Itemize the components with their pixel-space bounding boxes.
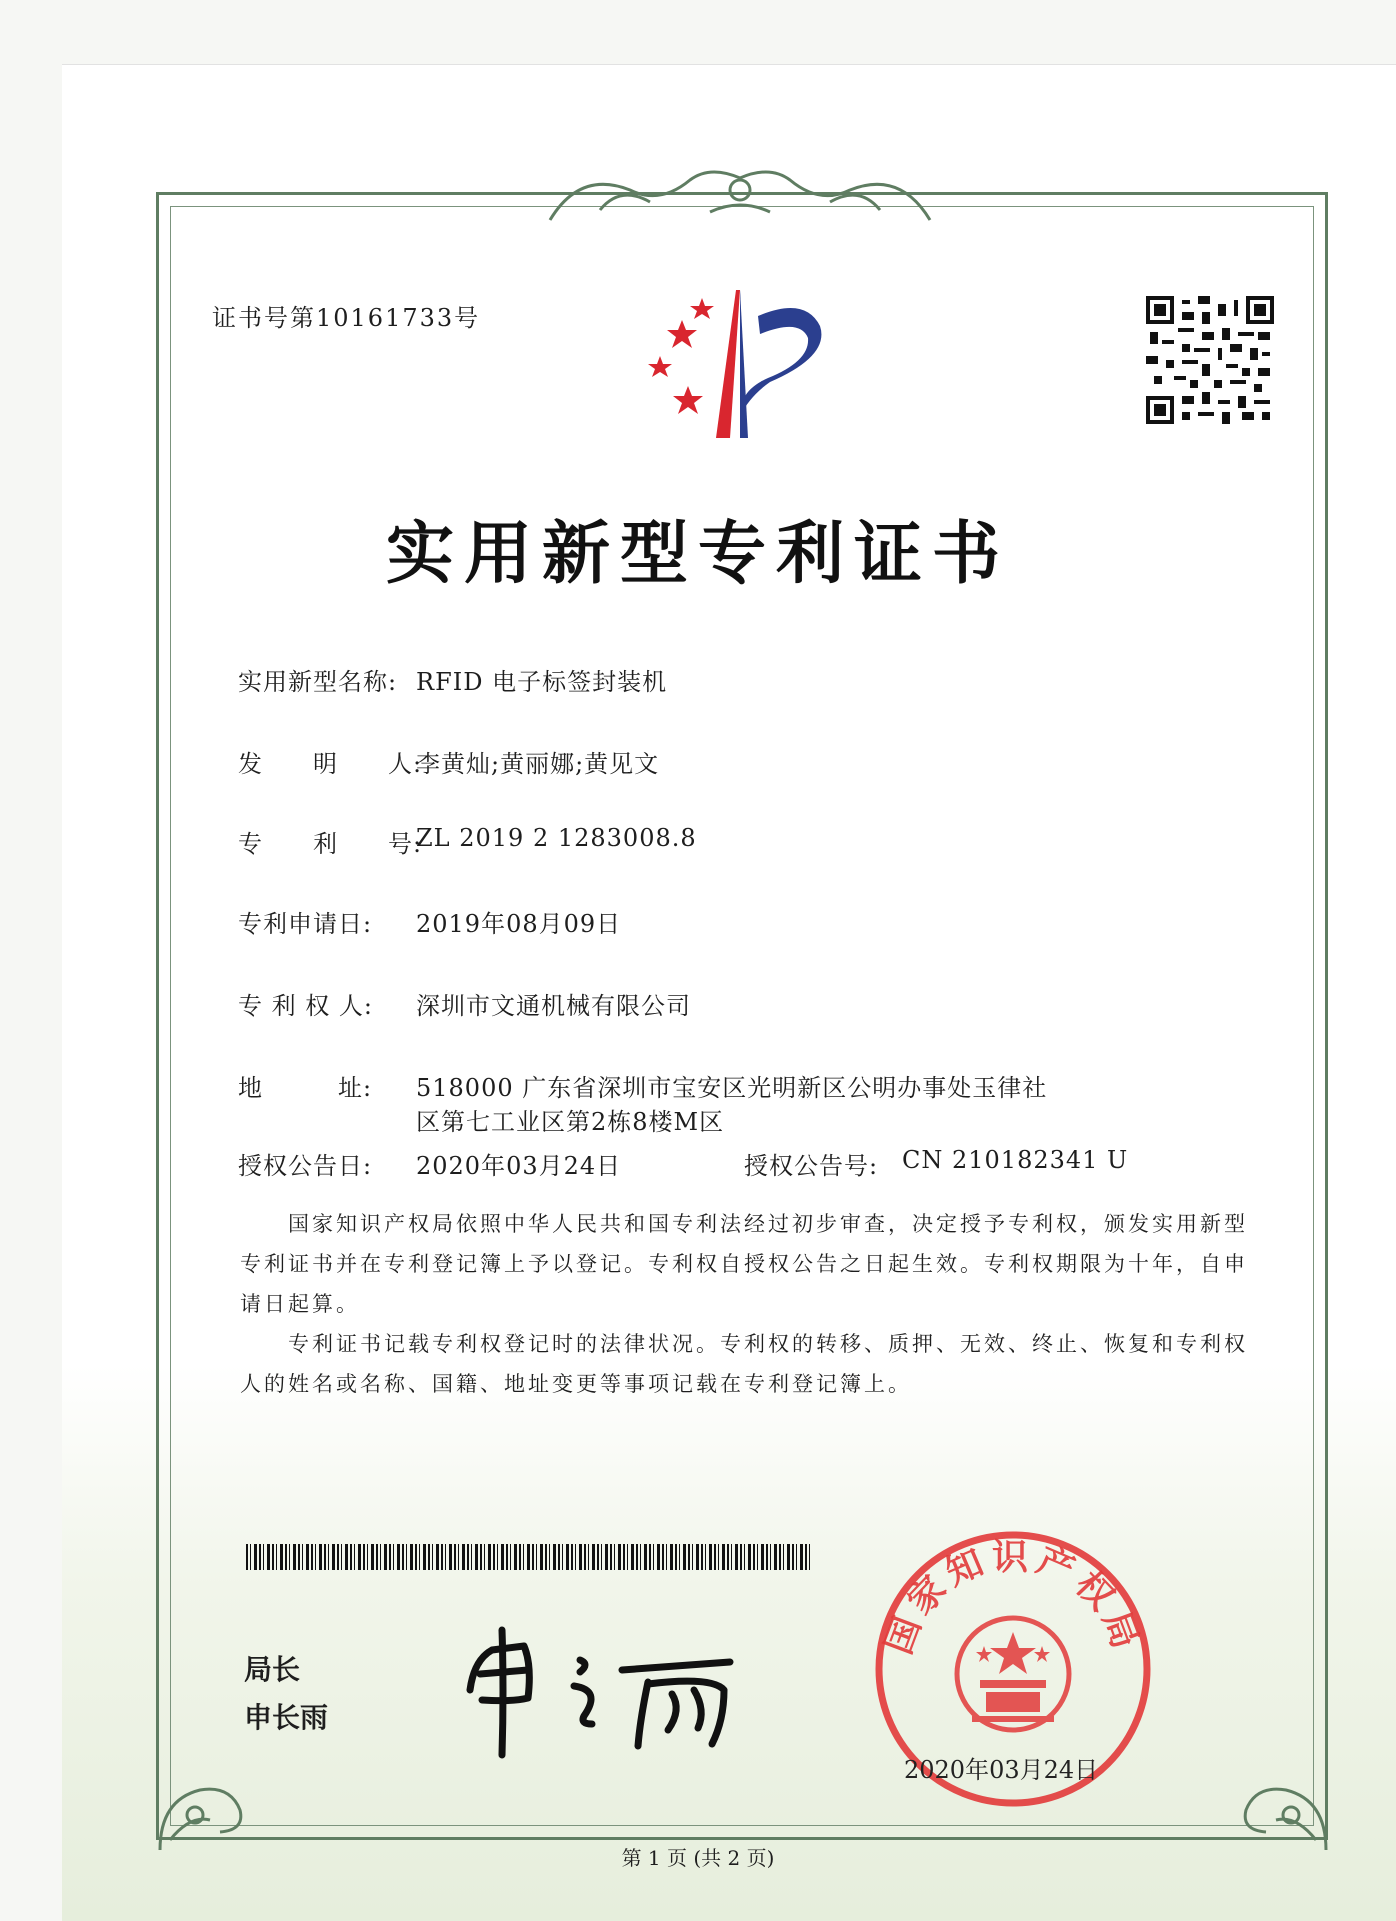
patentee-value: 深圳市文通机械有限公司 — [416, 992, 691, 1020]
application-date-label: 专利申请日: — [238, 910, 373, 938]
certificate-number: 证书号第10161733号 — [212, 304, 481, 332]
body-paragraph-2: 专利证书记载专利权登记时的法律状况。专利权的转移、质押、无效、终止、恢复和专利权人的姓名或名称、国籍、地址变更等事项记载在专利登记簿上。 — [240, 1332, 1248, 1396]
patent-number-label: 专 利 号: — [238, 830, 423, 858]
page-number: 第 1 页 (共 2 页) — [621, 1846, 775, 1870]
address-label: 地 址: — [238, 1074, 373, 1102]
qr-code — [1146, 296, 1274, 424]
address-line-1: 518000 广东省深圳市宝安区光明新区公明办事处玉律社 — [416, 1074, 1048, 1102]
body-paragraph-1: 国家知识产权局依照中华人民共和国专利法经过初步审查，决定授予专利权，颁发实用新型专利证书并在专利登记簿上予以登记。专利权自授权公告之日起生效。专利权期限为十年，自申请日起算。 — [240, 1212, 1248, 1316]
director-name: 申长雨 — [244, 1701, 329, 1734]
grant-number-value: CN 210182341 U — [902, 1146, 1129, 1174]
grant-date-label: 授权公告日: — [238, 1152, 373, 1180]
barcode — [246, 1544, 812, 1570]
seal-date: 2020年03月24日 — [904, 1756, 1099, 1784]
patent-office-logo — [640, 286, 850, 446]
director-signature — [462, 1620, 752, 1760]
certificate-title: 实用新型专利证书 — [385, 514, 1010, 594]
name-label: 实用新型名称: — [238, 668, 398, 696]
name-value: RFID 电子标签封装机 — [416, 668, 668, 696]
top-ornament — [540, 150, 940, 234]
svg-text:国家知识产权局: 国家知识产权局 — [878, 1537, 1148, 1660]
patentee-label: 专 利 权 人: — [238, 992, 373, 1020]
inventor-label: 发 明 人: — [238, 750, 423, 778]
director-title: 局长 — [244, 1653, 301, 1686]
inventor-value: 李黄灿;黄丽娜;黄见文 — [416, 750, 660, 778]
grant-number-label: 授权公告号: — [744, 1152, 879, 1180]
address-line-2: 区第七工业区第2栋8楼M区 — [416, 1108, 725, 1136]
grant-date-value: 2020年03月24日 — [416, 1152, 622, 1180]
application-date-value: 2019年08月09日 — [416, 910, 622, 938]
patent-number-value: ZL 2019 2 1283008.8 — [416, 824, 697, 852]
